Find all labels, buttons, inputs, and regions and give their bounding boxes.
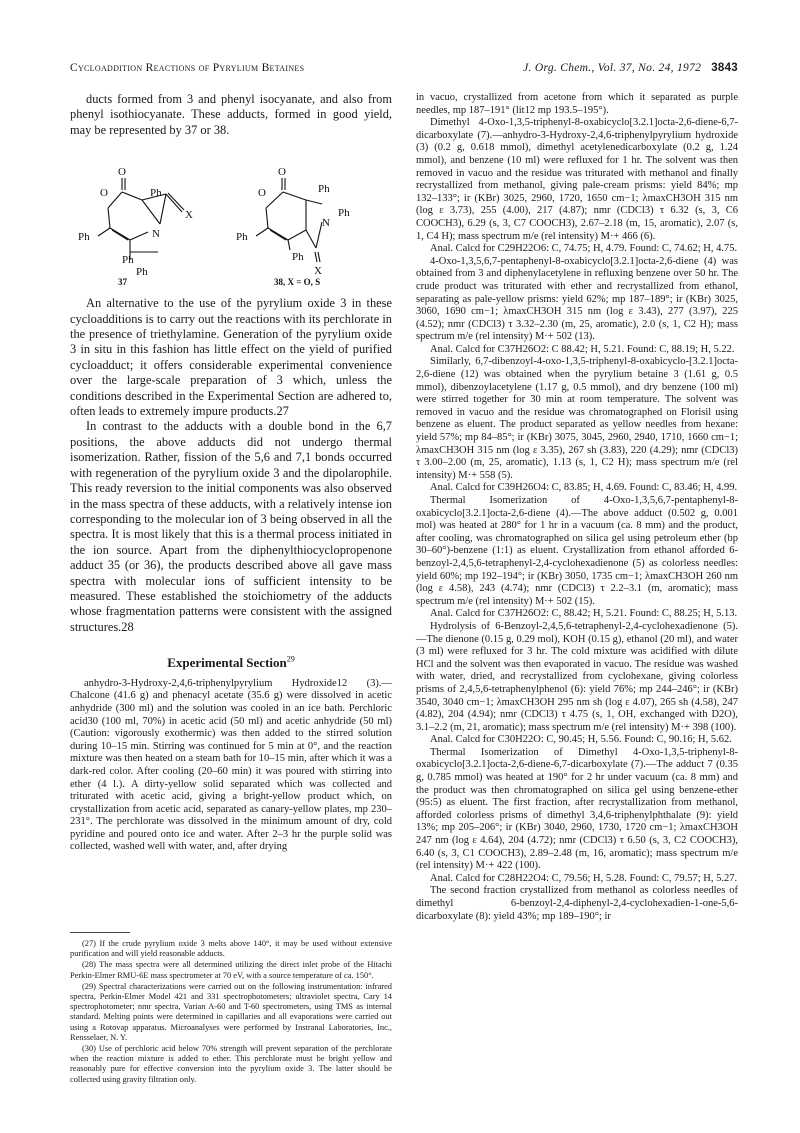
page-header [70,62,738,80]
ph-37-c: Ph [122,254,134,267]
ph-37-a: Ph [150,187,162,200]
intro-paragraph: ducts formed from 3 and phenyl isocyanate, and also from phenyl isothiocyanate. These adducts, formed in good yield, may be represented by 37 or 38. [70,92,392,137]
paragraph-r14-second-fraction: The second fraction crystallized from methanol as colorless needles of dimethyl 6-benzoyl-2,4-diphenyl-2,4-cyclohexadien-1-one-5,6-dicarboxylate (8): yield 43%; mp 189–190°; ir [416,885,738,922]
right-column [416,92,738,923]
paragraph-contrast: In contrast to the adducts with a double bond in the 6,7 positions, the above adducts did not undergo thermal isomerization. Rather, fission of the 5,6 and 7,1 bonds occurred with regeneration of the pyrylium oxide 3 and the dipolarophile. This ready reversion to the initial components was also observed in the mass spectra of these adducts, with a relatively intense ion corresponding to the molecular ion of 3 being observed in all the spectra. It is most likely that this is a thermal process initiated in the ion source. Apart from the diphenylthiocyclopropenone adduct 35 (or 36), the products described above all gave mass spectra with molecular ions of sufficient intensity to be measured. These established the stoichiometry of the adducts whose fragmentation patterns were consistent with the assigned structures.28 [70,419,392,634]
paragraph-r6-compound-12: Similarly, 6,7-dibenzoyl-4-oxo-1,3,5-triphenyl-8-oxabicyclo-[3.2.1]octa-2,6-diene (12) was obtained when the pyrylium betaine 3 (1.61 g, 0.5 mmol), dibenzoylacetylene (1.17 g, 0.5 mmol), and dry benzene (100 ml) were stirred together for 30 min at room temperature. The solvent was removed in vacuo and the residue was chromatographed on Florisil using benzene as eluent. The product separated as yellow needles from hexane: yield 57%; mp 84–85°; ir (KBr) 3075, 3045, 2960, 2940, 1710, 1660 cm−1; λmaxCH3OH 315 nm (log ε 3.35), 267 sh (3.83), 220 (4.29); nmr (CDCl3) τ 3.00–2.00 (m, 25, aromatic), 1.13 (s, 1, C2 H); mass spectrum m/e (rel intensity) M·+ 558 (5). [416,356,738,481]
atom-N-37: N [152,228,160,241]
paragraph-r3-anal: Anal. Calcd for C29H22O6: C, 74.75; H, 4.79. Found: C, 74.62; H, 4.75. [430,243,738,255]
footnote-28: (28) The mass spectra were all determined utilizing the direct inlet probe of the Hitachi Perkin-Elmer RMU-6E mass spectrometer at 70 eV, with a source temperature of ca. 150°. [70,960,392,980]
footnote-rule [70,932,130,933]
ph-37-b: Ph [78,231,90,244]
paragraph-r10-hydrolysis: Hydrolysis of 6-Benzoyl-2,4,5,6-tetraphenyl-2,4-cyclohexadienone (5).—The dienone (0.15 g, 0.29 mol), KOH (0.15 g), ethanol (20 ml), and water (3 ml) were refluxed for 3 hr. The cold mixture was acidified with dilute HCl and the solvent was then evaporated in vacuo. The residue was washed with water, dried, and recrystallized from cyclohexane, giving colorless prisms of 2,4,5,6-tetraphenylphenol (6): yield 76%; mp 244–246°; ir (KBr) 3540, 3040 cm−1; λmaxCH3OH 295 nm sh (log ε 4.07), 265 sh (4.58), 247 (4.82), 204 (4.94); nmr (CDCl3) τ 4.75 (s, 1, OH, exchanged with D2O), 3.1–2.2 (m, 21, aromatic); mass spectrum m/e (rel intensity) M·+ 398 (100). [416,620,738,733]
page-number: 3843 [711,62,738,74]
ph-37-d: Ph [136,266,148,279]
section-title-sup: 29 [286,654,295,664]
label-38: 38, X = O, S [274,277,321,287]
paragraph-r4-compound-4: 4-Oxo-1,3,5,6,7-pentaphenyl-8-oxabicyclo[3.2.1]octa-2,6-diene (4) was obtained from 3 and diphenylacetylene in refluxing benzene over 50 hr. The crude product was triturated with ether and recrystallized from ethanol, separating as pale-yellow prisms: yield 62%; mp 187–189°; ir (KBr) 3025, 3060, 1690 cm−1; λmaxCH3OH 315 nm (log ε 3.43), 277 (3.97), 225 (4.52); nmr (CDCl3) τ 3.32–2.30 (m, 25, aromatic), 2.0 (s, 1, C2 H); mass spectrum m/e (rel intensity) M·+ 502 (13). [416,255,738,343]
section-title-text: Experimental Section [167,655,287,671]
main-text-block [70,92,392,635]
paragraph-r13-anal: Anal. Calcd for C28H22O4: C, 79.56; H, 5.28. Found: C, 79.57; H, 5.27. [430,872,738,884]
paragraph-r7-anal: Anal. Calcd for C39H26O4: C, 83.85; H, 4.69. Found: C, 83.46; H, 4.99. [430,482,738,494]
ph-38-b: Ph [338,207,350,220]
label-37: 37 [118,277,127,287]
ph-38-a: Ph [318,183,330,196]
paragraph-r9-anal: Anal. Calcd for C37H26O2: C, 88.42; H, 5.21. Found: C, 88.25; H, 5.13. [430,608,738,620]
paragraph-experimental-3: anhydro-3-Hydroxy-2,4,6-triphenylpyrylium Hydroxide12 (3).—Chalcone (41.6 g) and phenacyl acetate (35.6 g) were dissolved in acetic anhydride (300 ml) and the solution was cooled in an ice bath. Perchloric acid30 (100 ml, 70%) in acetic acid (50 ml) and acetic anhydride (50 ml) (Caution: vigorously exothermic) was then added to the stirred solution during 10–15 min. Stirring was continued for 5 min at 0°, and the reaction mixture was then heated on a steam bath for 10–15 min, after which it was a dark-red color. After cooling (20–60 min) it was poured with stirring into ether (4 l.). A dirty-yellow solid separated which was collected and triturated with acetic acid, giving a bright-yellow product which, on crystallization from acetic acid, separated as canary-yellow plates, mp 230–231°. The perchlorate was dissolved in the minimum amount of dry, cold pyridine and poured onto ice and water. After 2–3 hr the purple solid was collected, washed well with water, and, after drying [70,677,392,853]
footnote-27: (27) If the crude pyrylium oxide 3 melts above 140°, it may be used without extensive purification and will yield reasonable adducts. [70,939,392,959]
structure-figure [70,144,392,286]
paragraph-r12-thermal-7: Thermal Isomerization of Dimethyl 4-Oxo-1,3,5-triphenyl-8-oxabicyclo[3.2.1]octa-2,6-diene-6,7-dicarboxylate (7).—The adduct 7 (0.35 g, 0.785 mmol) was heated at 190° for 2 hr under vacuum (ca. 8 mm) and the product was then chromatographed on silica gel using benzene-ether (95:5) as eluent. The first fraction, after recrystallization from methanol, afforded colorless prisms of dimethyl 3,4,6-triphenylphthalate (9): yield 13%; mp 205–206°; ir (KBr) 3040, 2960, 1730, 1720 cm−1; λmaxCH3OH 247 nm (log ε 4.64), 204 (4.72); nmr (CDCl3) τ 6.50 (s, 3, C2 COOCH3), 6.40 (s, 3, C1 COOCH3), 2.89–2.48 (m, 16, aromatic); mass spectrum m/e (rel intensity) M·+ 422 (100). [416,746,738,872]
footnote-30: (30) Use of perchloric acid below 70% strength will prevent separation of the perchlorate when the reaction mixture is added to ether. This perchlorate must be bright yellow and reasonably pure for effective conversion into the pyrylium oxide 3. The latter should be collected using gravity filtration only. [70,1044,392,1084]
atom-O-38-left: O [258,187,266,200]
paragraph-r5-anal: Anal. Calcd for C37H26O2: C 88.42; H, 5.21. Found: C, 88.19; H, 5.22. [430,343,735,355]
paragraph-r11-anal: Anal. Calcd for C30H22O: C, 90.45; H, 5.56. Found: C, 90.16; H, 5.62. [430,734,732,746]
paragraph-r2-compound-7: Dimethyl 4-Oxo-1,3,5-triphenyl-8-oxabicyclo[3.2.1]octa-2,6-diene-6,7-dicarboxylate (7).—anhydro-3-Hydroxy-2,4,6-triphenylpyrylium hydroxide (3) (0.2 g, 0.618 mmol), dimethyl acetylenedicarboxylate (0.2 g, 1.24 mmol), and benzene (10 ml) were refluxed for 1 hr. The solvent was then removed in vacuo and the residue was triturated with methanol and finally recrystallized from methanol, giving pale-cream prisms: yield 84%; mp 132–133°; ir (KBr) 3025, 2960, 1720, 1650 cm−1; λmaxCH3OH 315 nm (log ε 3.73), 255 (4.00), 217 (4.87); nmr (CDCl3) τ 6.32 (s, 3, C6 COOCH3), 6.29 (s, 3, C7 COOCH3), 2.67–2.18 (m, 15, aromatic), 2.07 (s, 1, C4 H); mass spectrum m/e (rel intensity) M·+ 466 (6). [416,117,738,242]
ph-38-d: Ph [292,251,304,264]
journal-citation [523,62,738,74]
paragraph-r1: in vacuo, crystallized from acetone from which it separated as purple needles, mp 187–191° (lit12 mp 193.5–195°). [416,92,738,116]
running-title: Cycloaddition Reactions of Pyrylium Betaines [70,62,305,74]
atom-N-38: N [322,217,330,230]
ph-38-c: Ph [236,231,248,244]
atom-O-37-top: O [118,166,126,179]
atom-O-37-left: O [100,187,108,200]
paragraph-alternative: An alternative to the use of the pyrylium oxide 3 in these cycloadditions is to carry out the reactions with its perchlorate in the presence of triethylamine. Generation of the pyrylium oxide 3 in situ in this fashion has little effect on the yield of purified cycloadduct; it offers considerable experimental convenience over the large-scale preparation of 3 which, unless the conditions described in the Experimental Section are adhered to, often leads to extremely impure products.27 [70,296,392,419]
atom-X-38: X [314,265,322,278]
paragraph-r8-thermal-4: Thermal Isomerization of 4-Oxo-1,3,5,6,7-pentaphenyl-8-oxabicyclo[3.2.1]octa-2,6-diene (4).—The above adduct (0.502 g, 0.001 mol) was heated at 280° for 1 hr in a vacuum (ca. 8 mm) and the product, after cooling, was chromatographed on silica gel using petroleum ether (bp 30–60°)-benzene (1:1) as eluent. Crystallization from ethanol afforded 6-benzoyl-2,4,5,6-tetraphenyl-2,4-cyclohexadienone (5) as colorless needles: yield 60%; mp 192–194°; ir (KBr) 3050, 1735 cm−1; λmaxCH3OH 260 nm (log ε 4.58), 243 (4.74); nmr (CDCl3) τ 2.2–3.1 (m, aromatic); mass spectrum m/e (rel intensity) M·+ 502 (15). [416,495,738,607]
atom-O-38-top: O [278,166,286,179]
journal-name: J. Org. Chem., Vol. 37, No. 24, 1972 [523,62,702,74]
section-title-experimental [70,654,392,671]
footnote-29: (29) Spectral characterizations were carried out on the following instrumentation: infrared spectra, Perkin-Elmer Model 421 and 331 spectrophotometers; ultraviolet spectra, Cary 14 spectrophotometer; nmr spectra, Varian A-60 and T-60 spectrometers, using TMS as internal standard. Melting points were determined in capillaries and all evaporations were carried out using a Rotovap apparatus. Microanalyses were performed by Instranal Laboratories, Inc., Rensselaer, N. Y. [70,981,392,1042]
footnotes [70,932,392,1086]
atom-X-37: X [185,209,193,222]
chemical-structures-svg [70,144,392,286]
left-column [70,92,392,854]
